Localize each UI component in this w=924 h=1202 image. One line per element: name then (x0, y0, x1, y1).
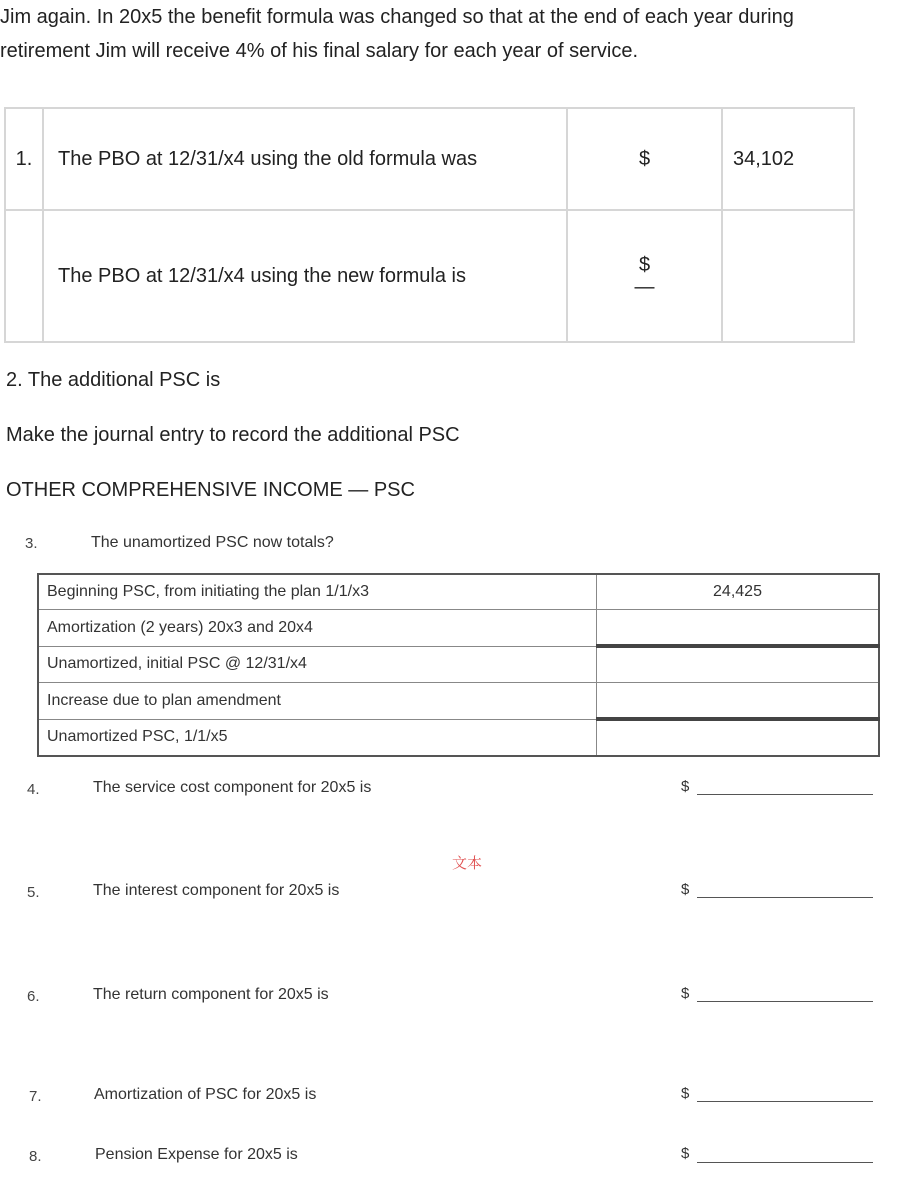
psc-row-value-input[interactable] (597, 610, 880, 647)
table-row (5, 108, 854, 210)
currency-cell: $ (567, 108, 722, 210)
currency-symbol: $ (681, 1085, 690, 1102)
table-row (5, 210, 854, 342)
psc-row-value-input[interactable] (597, 719, 880, 756)
intro-line-1: Jim again. In 20x5 the benefit formula was changed so that at the end of each year during (0, 6, 794, 28)
question-label: The service cost component for 20x5 is (93, 779, 372, 796)
psc-row-value-input[interactable] (597, 683, 880, 720)
psc-row-value-input[interactable] (597, 646, 880, 683)
answer-line[interactable] (697, 778, 873, 795)
intro-line-2: retirement Jim will receive 4% of his final salary for each year of service. (0, 40, 639, 62)
answer-line[interactable] (697, 985, 873, 1002)
currency-symbol: $ (638, 253, 651, 276)
question-label: Amortization of PSC for 20x5 is (94, 1086, 317, 1103)
new-pbo-value-input[interactable] (722, 210, 854, 342)
psc-row-label: Unamortized PSC, 1/1/x5 (38, 719, 597, 756)
q3-label: The unamortized PSC now totals? (91, 534, 334, 551)
question-label: Pension Expense for 20x5 is (95, 1146, 298, 1163)
journal-account: OTHER COMPREHENSIVE INCOME — PSC (6, 479, 415, 501)
psc-row-label: Increase due to plan amendment (38, 683, 597, 720)
old-formula-label: The PBO at 12/31/x4 using the old formula was (43, 108, 567, 210)
question-number: 4. (27, 781, 40, 798)
intro-text (0, 0, 900, 68)
psc-table (37, 573, 880, 757)
psc-row-label: Amortization (2 years) 20x3 and 20x4 (38, 610, 597, 647)
currency-symbol: $ (681, 881, 690, 898)
psc-row-label: Unamortized, initial PSC @ 12/31/x4 (38, 646, 597, 683)
table-row (38, 574, 879, 610)
currency-symbol: $ (681, 985, 690, 1002)
question-label: The interest component for 20x5 is (93, 882, 340, 899)
question-number: 3. (25, 535, 38, 552)
answer-line[interactable] (697, 1085, 873, 1102)
question-number: 1. (5, 108, 43, 210)
old-pbo-value: 34,102 (722, 108, 854, 210)
table-row (38, 610, 879, 647)
question-number: 6. (27, 988, 40, 1005)
table-row (38, 646, 879, 683)
new-formula-label: The PBO at 12/31/x4 using the new formula is (43, 210, 567, 342)
question-number: 5. (27, 884, 40, 901)
currency-symbol: $ (681, 1145, 690, 1162)
answer-dash: — (634, 275, 655, 298)
answer-line[interactable] (697, 1145, 873, 1163)
psc-row-label: Beginning PSC, from initiating the plan 1/1/x3 (38, 574, 597, 610)
stamp-text: 文本 (452, 855, 483, 872)
currency-symbol: $ (681, 778, 690, 795)
psc-row-value: 24,425 (597, 574, 880, 610)
empty-cell (5, 210, 43, 342)
currency-cell (567, 210, 722, 342)
question-number: 8. (29, 1148, 42, 1165)
table-row (38, 719, 879, 756)
journal-instruction: Make the journal entry to record the additional PSC (6, 424, 460, 446)
answer-line[interactable] (697, 881, 873, 898)
table-row (38, 683, 879, 720)
pbo-table (4, 107, 855, 343)
question-label: The return component for 20x5 is (93, 986, 329, 1003)
q2-label: 2. The additional PSC is (6, 369, 221, 391)
question-number: 7. (29, 1088, 42, 1105)
